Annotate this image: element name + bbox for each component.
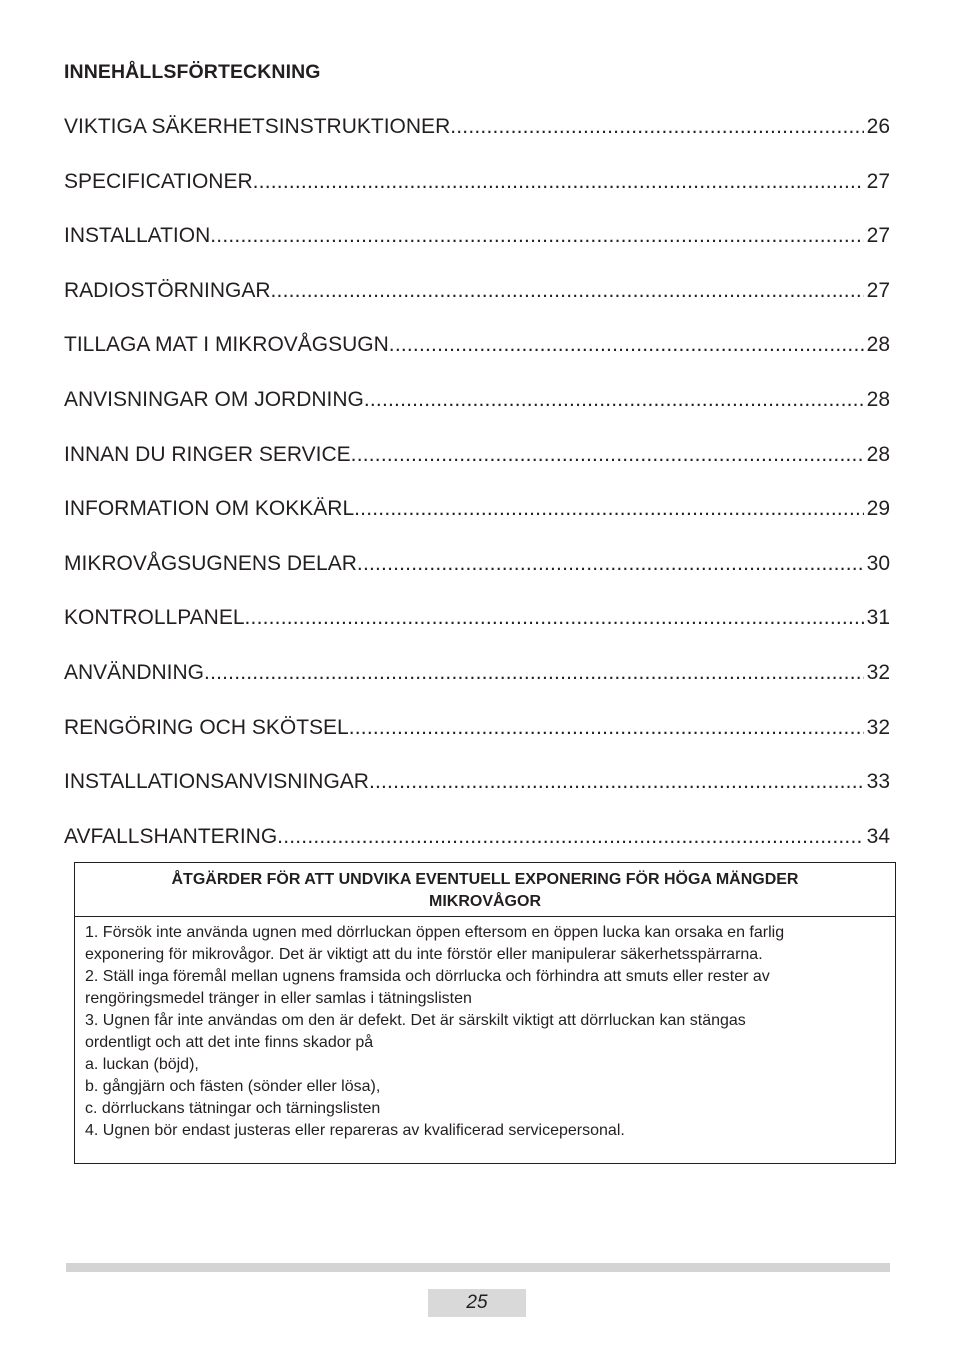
- toc-entry: [64, 765, 890, 820]
- toc-leader: [357, 547, 864, 581]
- toc-leader: [277, 820, 864, 854]
- toc-entry-label: ANVÄNDNING: [64, 660, 205, 684]
- toc-entry-label: INNAN DU RINGER SERVICE: [64, 442, 351, 466]
- toc-entry: [64, 601, 890, 656]
- toc-entry-label: AVFALLSHANTERING: [64, 824, 278, 848]
- toc-entry: [64, 438, 890, 493]
- toc-leader: [253, 165, 864, 199]
- toc-entry-page: 27: [866, 224, 890, 248]
- toc-entry-page: 33: [866, 770, 890, 794]
- toc-entry-page: 28: [866, 333, 890, 357]
- toc-entry-page: 32: [866, 715, 890, 739]
- toc-leader: [369, 765, 864, 799]
- toc-leader: [450, 110, 864, 144]
- toc-entry-label: ANVISNINGAR OM JORDNING: [64, 387, 364, 411]
- toc-entry-label: RENGÖRING OCH SKÖTSEL: [64, 715, 349, 739]
- warning-line: 2. Ställ inga föremål mellan ugnens framsida och dörrlucka och förhindra att smuts eller rester av: [85, 968, 770, 985]
- toc-leader: [364, 383, 864, 417]
- toc-entry-page: 28: [866, 387, 890, 411]
- toc-leader: [354, 492, 864, 526]
- toc-entry: [64, 492, 890, 547]
- page-number: 25: [428, 1289, 526, 1317]
- toc-leader: [351, 438, 864, 472]
- warning-heading-line: MIKROVÅGOR: [429, 893, 541, 910]
- toc-entry-label: INFORMATION OM KOKKÄRL: [64, 497, 355, 521]
- toc-entry: [64, 219, 890, 274]
- toc-leader: [389, 328, 864, 362]
- toc-entry: [64, 711, 890, 766]
- toc-entry: [64, 165, 890, 220]
- toc-leader: [271, 274, 864, 308]
- warning-line: 4. Ugnen bör endast justeras eller repareras av kvalificerad servicepersonal.: [85, 1122, 625, 1139]
- toc-entry-label: VIKTIGA SÄKERHETSINSTRUKTIONER: [64, 115, 451, 138]
- toc-entry-page: 27: [866, 169, 890, 193]
- warning-line: 1. Försök inte använda ugnen med dörrluckan öppen eftersom en öppen lucka kan orsaka en farlig: [85, 924, 785, 941]
- toc-entry: [64, 656, 890, 711]
- toc-entry: [64, 547, 890, 602]
- toc-entry: [64, 328, 890, 383]
- warning-body: [75, 917, 895, 1142]
- toc-entry-page: 26: [866, 115, 890, 138]
- warning-line: c. dörrluckans tätningar och tärningslisten: [85, 1100, 381, 1117]
- toc-entry-label: INSTALLATIONSANVISNINGAR: [64, 770, 369, 794]
- warning-line: a. luckan (böjd),: [85, 1056, 199, 1073]
- toc-entry-page: 30: [866, 551, 890, 575]
- toc-leader: [210, 219, 864, 253]
- toc-entry-label: RADIOSTÖRNINGAR: [64, 278, 271, 302]
- warning-heading-line: ÅTGÄRDER FÖR ATT UNDVIKA EVENTUELL EXPONERING FÖR HÖGA MÄNGDER: [171, 871, 799, 888]
- toc-title: INNEHÅLLSFÖRTECKNING: [64, 61, 321, 83]
- toc-entry-page: 32: [866, 660, 890, 684]
- toc-entry-page: 28: [866, 442, 890, 466]
- warning-heading: [75, 863, 895, 917]
- toc-entry-page: 27: [866, 278, 890, 302]
- toc-leader: [204, 656, 864, 690]
- warning-line: exponering för mikrovågor. Det är viktigt att du inte förstör eller manipulerar säkerhetsspärrarna.: [85, 946, 763, 963]
- toc-entry-page: 34: [866, 824, 890, 848]
- toc-entry: [64, 274, 890, 329]
- toc-entry-label: TILLAGA MAT I MIKROVÅGSUGN: [64, 333, 389, 357]
- toc-leader: [245, 601, 865, 635]
- toc-entry: [64, 383, 890, 438]
- toc-list: [64, 110, 890, 874]
- toc-entry-label: INSTALLATION: [64, 224, 211, 248]
- toc-entry-page: 29: [866, 497, 890, 521]
- toc-entry: [64, 110, 890, 165]
- warning-line: ordentligt och att det inte finns skador på: [85, 1034, 374, 1051]
- toc-entry-label: MIKROVÅGSUGNENS DELAR: [64, 551, 357, 575]
- toc-entry-label: KONTROLLPANEL: [64, 606, 245, 630]
- footer-divider: [66, 1263, 890, 1272]
- toc-entry-page: 31: [866, 606, 890, 630]
- warning-box: [74, 862, 896, 1164]
- warning-line: b. gångjärn och fästen (sönder eller lösa),: [85, 1078, 381, 1095]
- toc-leader: [349, 711, 864, 745]
- warning-line: 3. Ugnen får inte användas om den är defekt. Det är särskilt viktigt att dörrluckan kan stängas: [85, 1012, 746, 1029]
- toc-entry-label: SPECIFICATIONER: [64, 169, 253, 193]
- warning-line: rengöringsmedel tränger in eller samlas i tätningslisten: [85, 990, 472, 1007]
